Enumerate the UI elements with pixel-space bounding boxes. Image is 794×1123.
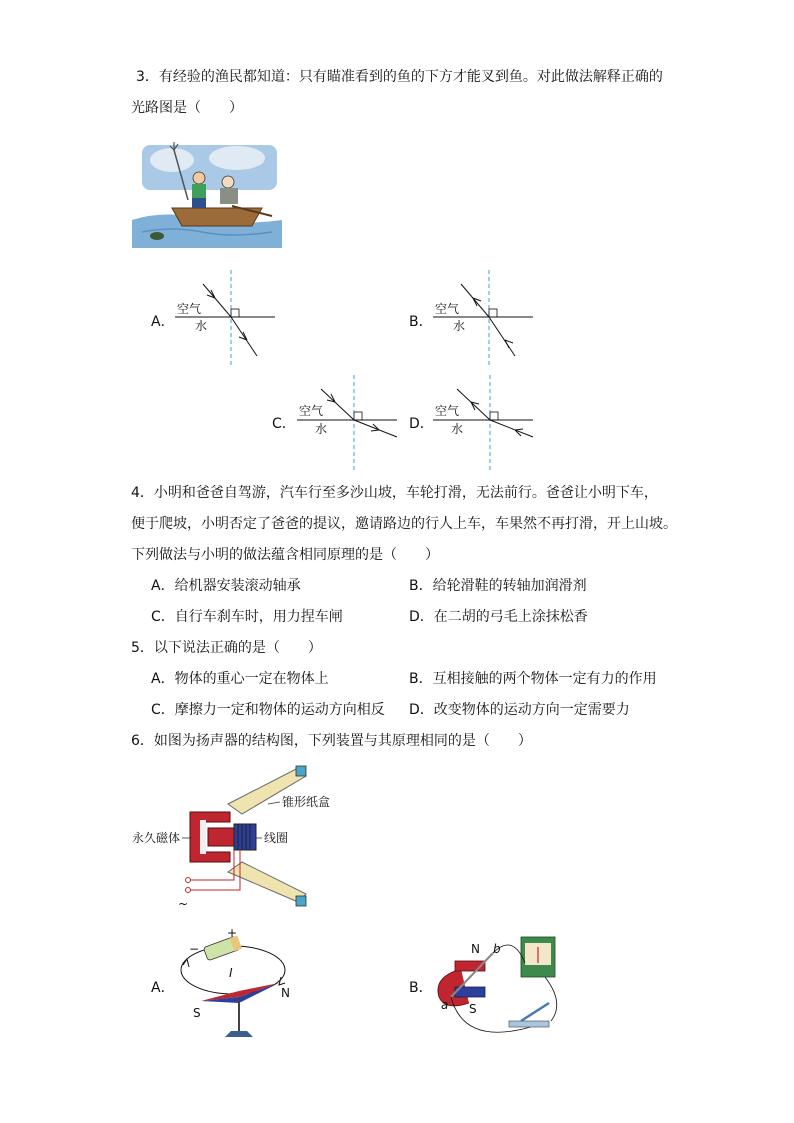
- svg-text:空气: 空气: [299, 404, 324, 418]
- q6-option-A-letter: A．: [151, 980, 175, 996]
- water-label: 水: [195, 319, 208, 333]
- q3-stem-line2: 光路图是（ ）: [131, 100, 243, 116]
- ac-symbol: ~: [178, 897, 189, 911]
- q4-stem-line2: 便于爬坡，小明否定了爸爸的提议，邀请路边的行人上车，车果然不再打滑，开上山坡。: [131, 516, 677, 532]
- air-label: 空气: [177, 302, 202, 316]
- q5-option-A: A．物体的重心一定在物体上: [151, 671, 329, 687]
- q6-option-B-letter: B．: [409, 980, 433, 996]
- svg-text:水: 水: [315, 422, 328, 436]
- q3-diagram-B: [433, 270, 543, 370]
- q3-diagram-C: [297, 375, 407, 475]
- q5-stem: 5．以下说法正确的是（ ）: [131, 640, 322, 656]
- needle-S: S: [193, 1006, 201, 1020]
- q6-option-B-diagram: [433, 933, 573, 1043]
- q3-option-C-letter: C．: [272, 416, 296, 432]
- battery-minus: −: [189, 942, 200, 956]
- q3-diagram-D: [433, 375, 543, 475]
- svg-text:空气: 空气: [435, 404, 460, 418]
- q3-option-D-letter: D．: [409, 416, 434, 432]
- q4-stem-line1: 4．小明和爸爸自驾游，汽车行至多沙山坡，车轮打滑，无法前行。爸爸让小明下车，: [131, 485, 658, 501]
- cone-label: 锥形纸盒: [282, 795, 331, 809]
- svg-text:水: 水: [451, 422, 464, 436]
- needle-N: N: [281, 986, 290, 1000]
- q4-stem-line3: 下列做法与小明的做法蕴含相同原理的是（ ）: [131, 547, 439, 563]
- svg-text:水: 水: [453, 319, 466, 333]
- coil: [234, 824, 256, 850]
- q4-option-A: A．给机器安装滚动轴承: [151, 578, 301, 594]
- q3-option-B-letter: B．: [409, 314, 433, 330]
- magnet-label: 永久磁体: [132, 831, 181, 845]
- q3-stem-line1: 3．有经验的渔民都知道：只有瞄准看到的鱼的下方才能叉到鱼。对此做法解释正确的: [136, 69, 663, 85]
- q5-option-C: C．摩擦力一定和物体的运动方向相反: [151, 702, 385, 718]
- magnet-N: N: [471, 942, 480, 956]
- battery-plus: +: [227, 926, 238, 940]
- current-label: I: [229, 966, 233, 980]
- svg-text:空气: 空气: [435, 302, 460, 316]
- point-a: a: [441, 998, 449, 1012]
- point-b: b: [493, 942, 501, 956]
- magnet-S: S: [469, 1002, 477, 1016]
- fishermen-boat-illustration: [132, 140, 282, 250]
- q5-option-D: D．改变物体的运动方向一定需要力: [409, 702, 630, 718]
- speaker-structure-diagram: [130, 762, 370, 922]
- coil-label: 线圈: [264, 831, 289, 845]
- q3-diagram-A: [175, 270, 285, 370]
- q4-option-C: C．自行车刹车时，用力捏车闸: [151, 609, 343, 625]
- q6-option-A-diagram: [175, 925, 305, 1045]
- q4-option-B: B．给轮滑鞋的转轴加润滑剂: [409, 578, 587, 594]
- q5-option-B: B．互相接触的两个物体一定有力的作用: [409, 671, 657, 687]
- q6-stem: 6．如图为扬声器的结构图，下列装置与其原理相同的是（ ）: [131, 733, 532, 749]
- q3-option-A-letter: A．: [151, 314, 175, 330]
- q4-option-D: D．在二胡的弓毛上涂抹松香: [409, 609, 588, 625]
